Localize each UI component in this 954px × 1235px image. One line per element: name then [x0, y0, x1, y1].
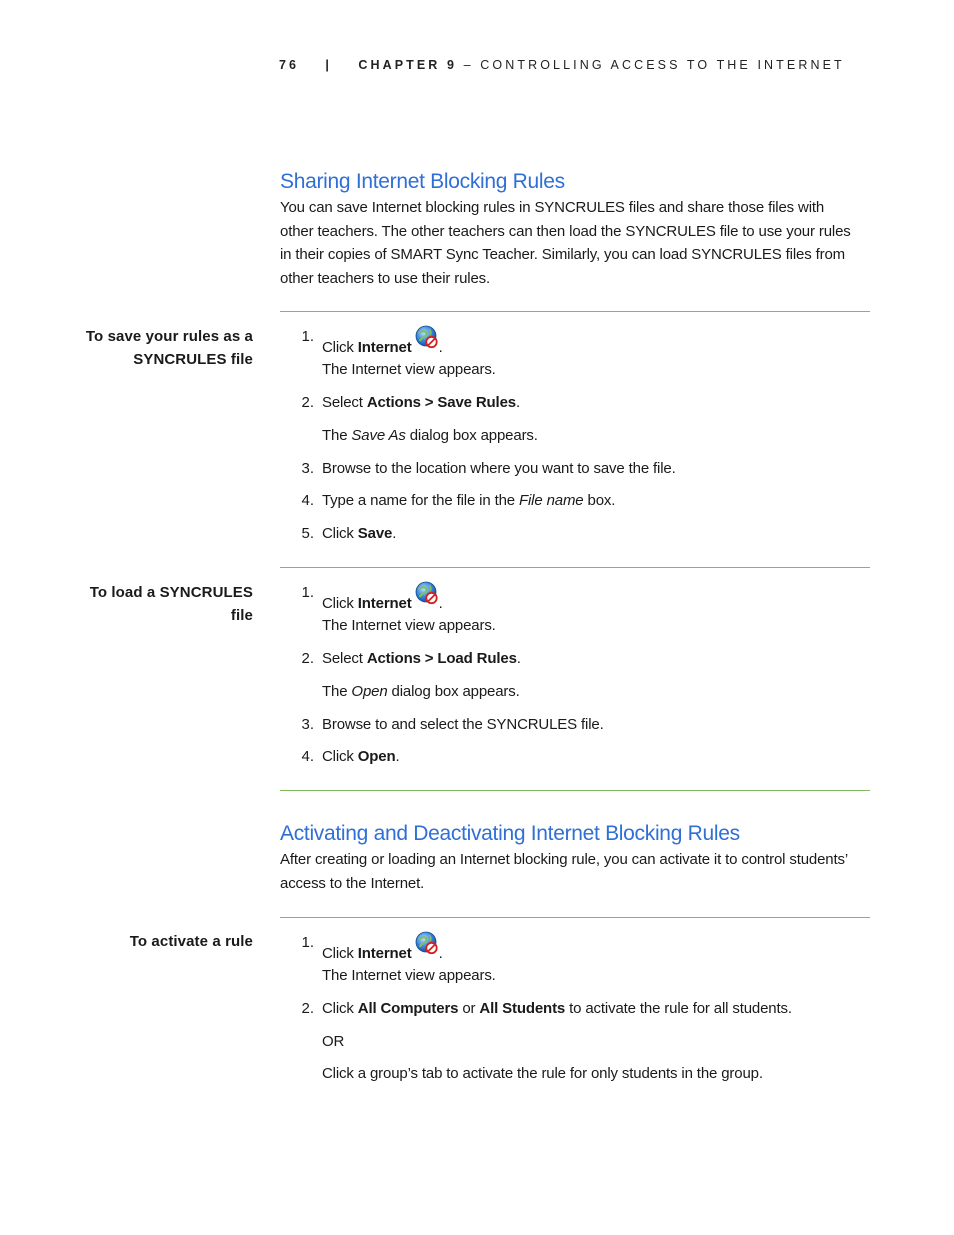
step-click-save: Click Save.: [322, 525, 397, 542]
step-select-save-rules: Select Actions > Save Rules.: [322, 394, 520, 411]
divider: [280, 790, 870, 791]
step-click-internet: Click Internet .: [322, 587, 882, 614]
internet-globe-blocked-icon: [415, 331, 439, 355]
step-click-all: Click All Computers or All Students to activate the rule for all students.: [322, 1000, 792, 1017]
step-result: The Internet view appears.: [322, 361, 496, 378]
procedure-heading-save: To save your rules as a SYNCRULES file: [85, 328, 253, 368]
section-title-activating: Activating and Deactivating Internet Blocking Rules: [280, 822, 740, 845]
section-intro-activating: [280, 848, 875, 895]
step-result: The Internet view appears.: [322, 967, 496, 984]
chapter-title: – CONTROLLING ACCESS TO THE INTERNET: [463, 58, 845, 72]
intro-line: in their copies of SMART Sync Teacher. Similarly, you can load SYNCRULES files from: [280, 246, 846, 263]
procedure-heading-load: To load a SYNCRULES file: [89, 584, 253, 624]
divider: [280, 311, 870, 312]
step-select-load-rules: Select Actions > Load Rules.: [322, 650, 521, 667]
page-number: 76: [279, 58, 300, 72]
step-result: The Save As dialog box appears.: [322, 427, 538, 444]
intro-line: After creating or loading an Internet blocking rule, you can activate it to control students’: [280, 851, 849, 868]
step-number: 1.: [301, 934, 314, 951]
step-or: OR: [322, 1033, 345, 1050]
step-number: 3.: [301, 460, 314, 477]
step-number: 5.: [301, 525, 314, 542]
step-number: 1.: [301, 584, 314, 601]
step-number: 1.: [301, 328, 314, 345]
step-type-name: Type a name for the file in the File name box.: [322, 492, 616, 509]
intro-line: You can save Internet blocking rules in SYNCRULES files and share those files with: [280, 199, 825, 216]
section-title-sharing: Sharing Internet Blocking Rules: [280, 170, 565, 193]
step-click-internet: Click Internet .: [322, 937, 882, 964]
header-separator: |: [325, 58, 333, 72]
step-number: 4.: [301, 492, 314, 509]
step-number: 3.: [301, 716, 314, 733]
intro-line: other teachers. The other teachers can then load the SYNCRULES file to use your rules: [280, 222, 851, 240]
intro-line: access to the Internet.: [280, 874, 425, 892]
step-number: 2.: [301, 1000, 314, 1017]
step-browse: Browse to the location where you want to save the file.: [322, 460, 676, 477]
step-result: The Open dialog box appears.: [322, 683, 520, 700]
step-click-internet: Click Internet .: [322, 331, 882, 358]
step-number: 2.: [301, 650, 314, 667]
step-number: 2.: [301, 394, 314, 411]
step-result: The Internet view appears.: [322, 617, 496, 634]
internet-globe-blocked-icon: [415, 587, 439, 611]
section-intro-sharing: [280, 196, 875, 290]
step-click-open: Click Open.: [322, 748, 400, 765]
intro-line: other teachers to use their rules.: [280, 269, 491, 287]
step-group-tab: Click a group’s tab to activate the rule for only students in the group.: [322, 1065, 763, 1082]
running-header: [279, 58, 845, 72]
internet-globe-blocked-icon: [415, 937, 439, 961]
chapter-label: CHAPTER 9: [358, 58, 458, 72]
divider: [280, 567, 870, 568]
divider: [280, 917, 870, 918]
step-browse: Browse to and select the SYNCRULES file.: [322, 716, 604, 733]
procedure-heading-activate: To activate a rule: [129, 933, 253, 950]
step-number: 4.: [301, 748, 314, 765]
